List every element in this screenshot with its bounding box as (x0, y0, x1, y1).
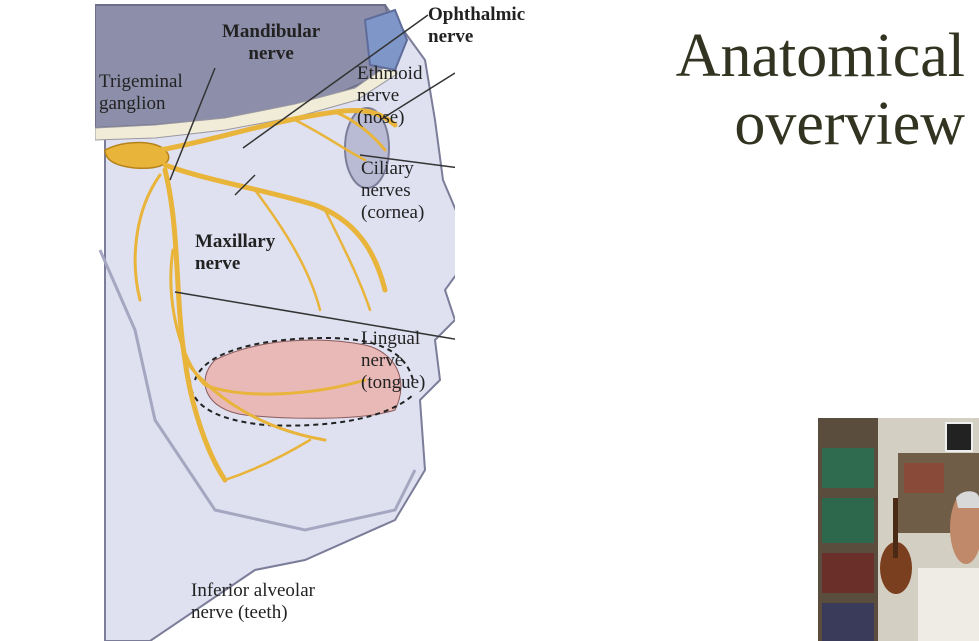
label-mandibular-nerve: Mandibular nerve (222, 21, 321, 64)
slide-title-line2: overview (734, 90, 965, 158)
label-ophthalmic-nerve: Ophthalmic nerve (428, 4, 526, 47)
slide-title (676, 22, 965, 158)
slide-title-line1: Anatomical (675, 22, 965, 90)
label-inferior-alveolar-nerve: Inferior alveolar nerve (teeth) (191, 580, 315, 623)
label-ciliary-nerves: Ciliary nerves (cornea) (361, 158, 425, 223)
presenter-shirt (918, 568, 979, 641)
label-maxillary-nerve: Maxillary nerve (195, 231, 276, 274)
label-lingual-nerve: Lingual nerve (tongue) (361, 328, 426, 393)
webcam-scene (818, 418, 979, 641)
wall-frame (946, 423, 972, 451)
label-trigeminal-ganglion: Trigeminal ganglion (99, 71, 183, 114)
label-ethmoid-nerve: Ethmoid nerve (nose) (357, 63, 423, 128)
presenter-webcam (818, 418, 979, 641)
guitar-neck (893, 498, 898, 558)
trigeminal-nerve-diagram (95, 0, 526, 641)
